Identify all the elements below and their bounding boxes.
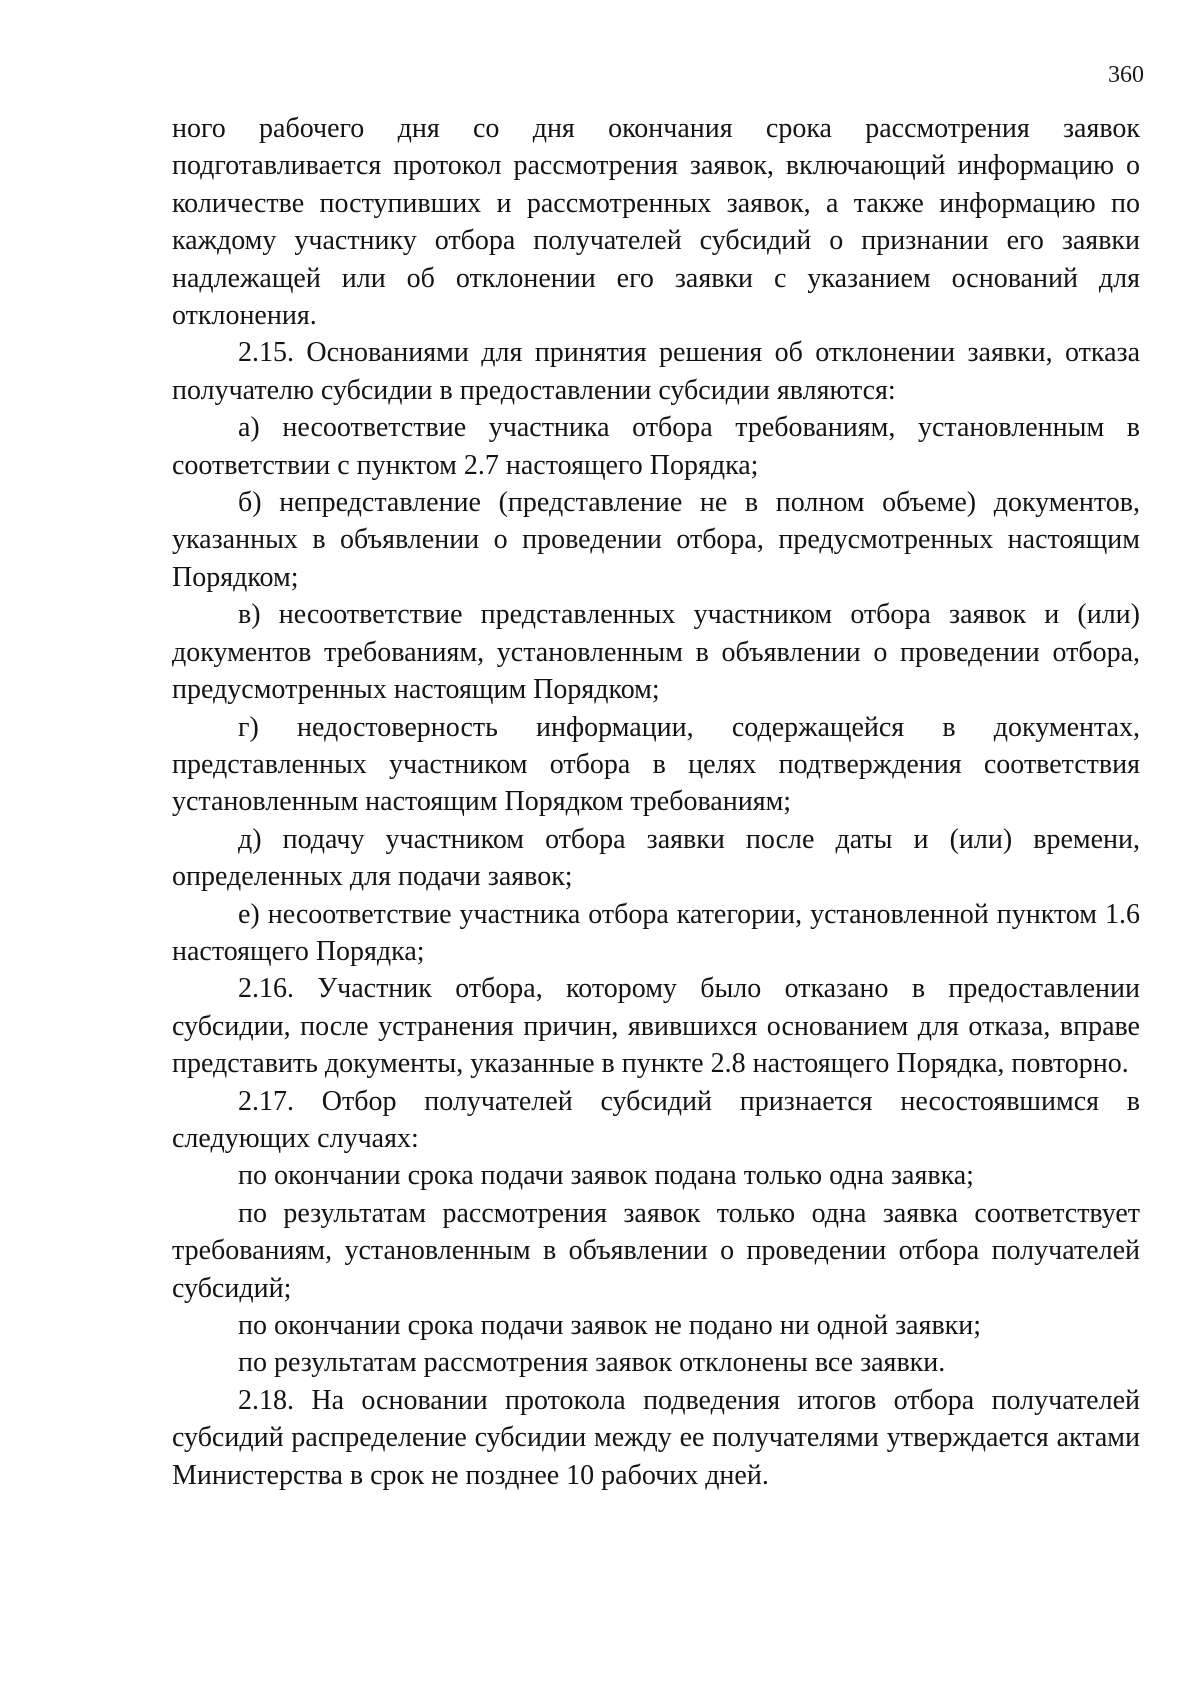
document-body xyxy=(172,110,1140,1494)
list-item-v: в) несоответствие представленных участником отбора заявок и (или) документов требованиям, установленным в объявлении о проведении отбора, предусмотренных настоящим Порядком; xyxy=(172,599,1140,706)
case-item-3: по окончании срока подачи заявок не подано ни одной заявки; xyxy=(238,1310,982,1341)
paragraph-continuation: ного рабочего дня со дня окончания срока рассмотрения заявок подготавливается протокол рассмотрения заявок, включающий информацию о количестве поступивших и рассмотренных заявок, а также информацию по каждому участнику отбора получателей субсидий о признании его заявки надлежащей или об отклонении его заявки с указанием оснований для отклонения. xyxy=(172,113,1140,332)
paragraph-clause-2-16: 2.16. Участник отбора, которому было отказано в предоставлении субсидии, после устранения причин, явившихся основанием для отказа, вправе представить документы, указанные в пункте 2.8 настоящего Порядка, повторно. xyxy=(172,973,1140,1080)
list-item-a: а) несоответствие участника отбора требованиям, установленным в соответствии с пунктом 2.7 настоящего Порядка; xyxy=(172,412,1140,481)
list-item-g: г) недостоверность информации, содержащейся в документах, представленных участником отбора в целях подтверждения соответствия установленным настоящим Порядком требованиям; xyxy=(172,711,1140,818)
paragraph-clause-2-17: 2.17. Отбор получателей субсидий признается несостоявшимся в следующих случаях: xyxy=(172,1085,1140,1154)
paragraph-clause-2-18: 2.18. На основании протокола подведения итогов отбора получателей субсидий распределение субсидии между ее получателями утверждается актами Министерства в срок не позднее 10 рабочих дней. xyxy=(172,1384,1140,1491)
paragraph-clause-2-15: 2.15. Основаниями для принятия решения об отклонении заявки, отказа получателю субсидии в предоставлении субсидии являются: xyxy=(172,337,1140,406)
page-number: 360 xyxy=(1108,62,1144,88)
case-item-2: по результатам рассмотрения заявок только одна заявка соответствует требованиям, установленным в объявлении о проведении отбора получателей субсидий; xyxy=(172,1197,1140,1304)
list-item-d: д) подачу участником отбора заявки после даты и (или) времени, определенных для подачи заявок; xyxy=(172,823,1140,893)
case-item-4: по результатам рассмотрения заявок отклонены все заявки. xyxy=(238,1347,946,1379)
list-item-e: е) несоответствие участника отбора категории, установленной пунктом 1.6 настоящего Порядка; xyxy=(172,898,1140,967)
case-item-1: по окончании срока подачи заявок подана только одна заявка; xyxy=(238,1160,974,1192)
list-item-b: б) непредставление (представление не в полном объеме) документов, указанных в объявлении о проведении отбора, предусмотренных настоящим Порядком; xyxy=(172,487,1140,593)
